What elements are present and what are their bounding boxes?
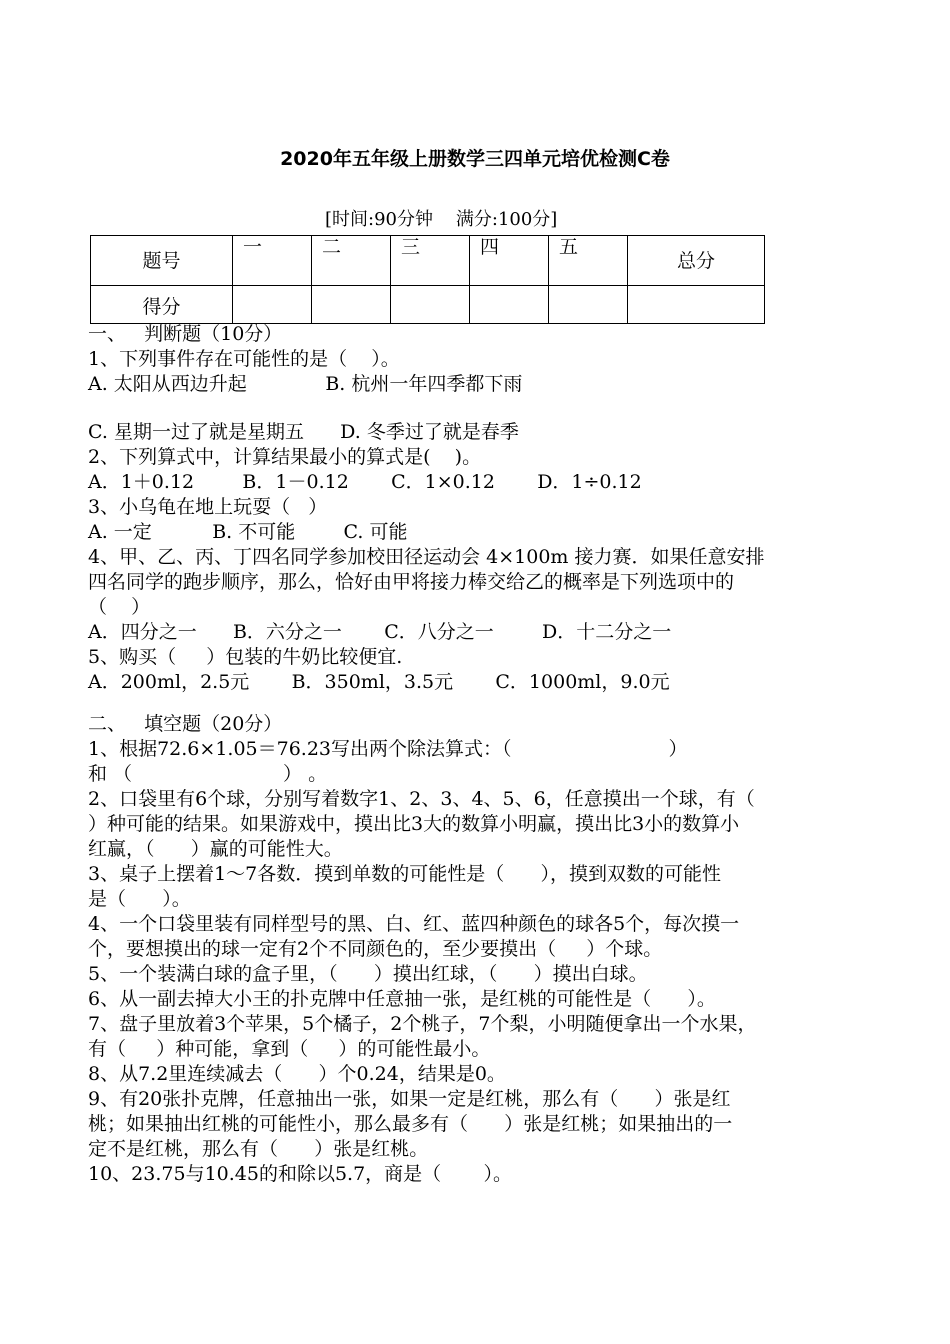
question-line: 四名同学的跑步顺序，那么，恰好由甲将接力棒交给乙的概率是下列选项中的 (88, 571, 735, 593)
option-line: A. 太阳从西边升起 B. 杭州一年四季都下雨 (88, 373, 523, 395)
question-line: 1、下列事件存在可能性的是（ ）。 (88, 348, 400, 370)
score-table-cell-part-5: 五 (549, 236, 628, 286)
question-line: 个，要想摸出的球一定有2个不同颜色的，至少要摸出（ ）个球。 (88, 938, 663, 960)
score-table-header-row (91, 236, 765, 286)
question-line: 和 （ ） 。 (88, 763, 328, 785)
question-line: 4、一个口袋里装有同样型号的黑、白、红、蓝四种颜色的球各5个，每次摸一 (88, 913, 740, 935)
score-table-cell-question-number: 题号 (91, 236, 233, 286)
score-table-cell-score-label: 得分 (91, 286, 233, 324)
option-line: A．1＋0.12 B．1－0.12 C．1×0.12 D．1÷0.12 (88, 471, 642, 493)
question-line: 4、甲、乙、丙、丁四名同学参加校田径运动会 4×100m 接力赛．如果任意安排 (88, 546, 765, 568)
question-line: 2、下列算式中，计算结果最小的算式是( )。 (88, 446, 482, 468)
score-table-cell-empty (233, 286, 312, 324)
blank-spacer (88, 397, 868, 420)
option-line: A．200ml，2.5元 B．350ml，3.5元 C．1000ml，9.0元 (88, 671, 670, 693)
question-line: 是（ ）。 (88, 888, 191, 910)
score-table (90, 235, 765, 324)
question-line: （ ） (88, 596, 151, 618)
option-line: A．四分之一 B．六分之一 C．八分之一 D．十二分之一 (88, 621, 672, 643)
question-line: 9、有20张扑克牌，任意抽出一张，如果一定是红桃，那么有（ ）张是红 (88, 1088, 731, 1110)
page-title: 2020年五年级上册数学三四单元培优检测C卷 (280, 148, 670, 170)
question-line: ）种可能的结果。如果游戏中，摸出比3大的数算小明赢，摸出比3小的数算小 (88, 813, 740, 835)
score-table-cell-empty (391, 286, 470, 324)
exam-body (88, 322, 868, 1187)
question-line: 8、从7.2里连续减去（ ）个0.24，结果是0。 (88, 1063, 506, 1085)
option-line: A. 一定 B. 不可能 C. 可能 (88, 521, 408, 543)
score-table-cell-total: 总分 (628, 236, 765, 286)
blank-spacer (88, 695, 868, 712)
exam-time-and-score: [时间:90分钟 满分:100分] (325, 209, 558, 230)
question-line: 定不是红桃，那么有（ ）张是红桃。 (88, 1138, 429, 1160)
question-line: 7、盘子里放着3个苹果，5个橘子，2个桃子，7个梨，小明随便拿出一个水果， (88, 1013, 757, 1035)
question-line: 3、小乌龟在地上玩耍（ ） (88, 496, 328, 518)
option-line: C. 星期一过了就是星期五 D. 冬季过了就是春季 (88, 421, 519, 443)
score-table-cell-empty (312, 286, 391, 324)
score-table-cell-part-2: 二 (312, 236, 391, 286)
question-line: 红赢，（ ）赢的可能性大。 (88, 838, 343, 860)
question-line: 6、从一副去掉大小王的扑克牌中任意抽一张，是红桃的可能性是（ ）。 (88, 988, 716, 1010)
score-table-cell-empty (549, 286, 628, 324)
question-line: 5、一个装满白球的盒子里，（ ）摸出红球，（ ）摸出白球。 (88, 963, 648, 985)
question-line: 2、口袋里有6个球，分别写着数字1、2、3、4、5、6，任意摸出一个球，有（ (88, 788, 755, 810)
question-line: 桃；如果抽出红桃的可能性小，那么最多有（ ）张是红桃；如果抽出的一 (88, 1113, 733, 1135)
question-line: 有（ ）种可能，拿到（ ）的可能性最小。 (88, 1038, 491, 1060)
score-table-cell-empty (470, 286, 549, 324)
question-line: 10、23.75与10.45的和除以5.7，商是（ ）。 (88, 1163, 512, 1185)
section-heading-judgement: 一、 判断题（10分） (88, 323, 283, 345)
question-line: 1、根据72.6×1.05＝76.23写出两个除法算式：（ ） (88, 738, 688, 760)
score-table-cell-part-3: 三 (391, 236, 470, 286)
section-heading-fill-in: 二、 填空题（20分） (88, 713, 283, 735)
question-line: 5、购买（ ）包装的牛奶比较便宜. (88, 646, 403, 668)
score-table-cell-part-1: 一 (233, 236, 312, 286)
score-table-score-row (91, 286, 765, 324)
question-line: 3、桌子上摆着1～7各数．摸到单数的可能性是（ ），摸到双数的可能性 (88, 863, 722, 885)
score-table-cell-part-4: 四 (470, 236, 549, 286)
score-table-cell-empty (628, 286, 765, 324)
